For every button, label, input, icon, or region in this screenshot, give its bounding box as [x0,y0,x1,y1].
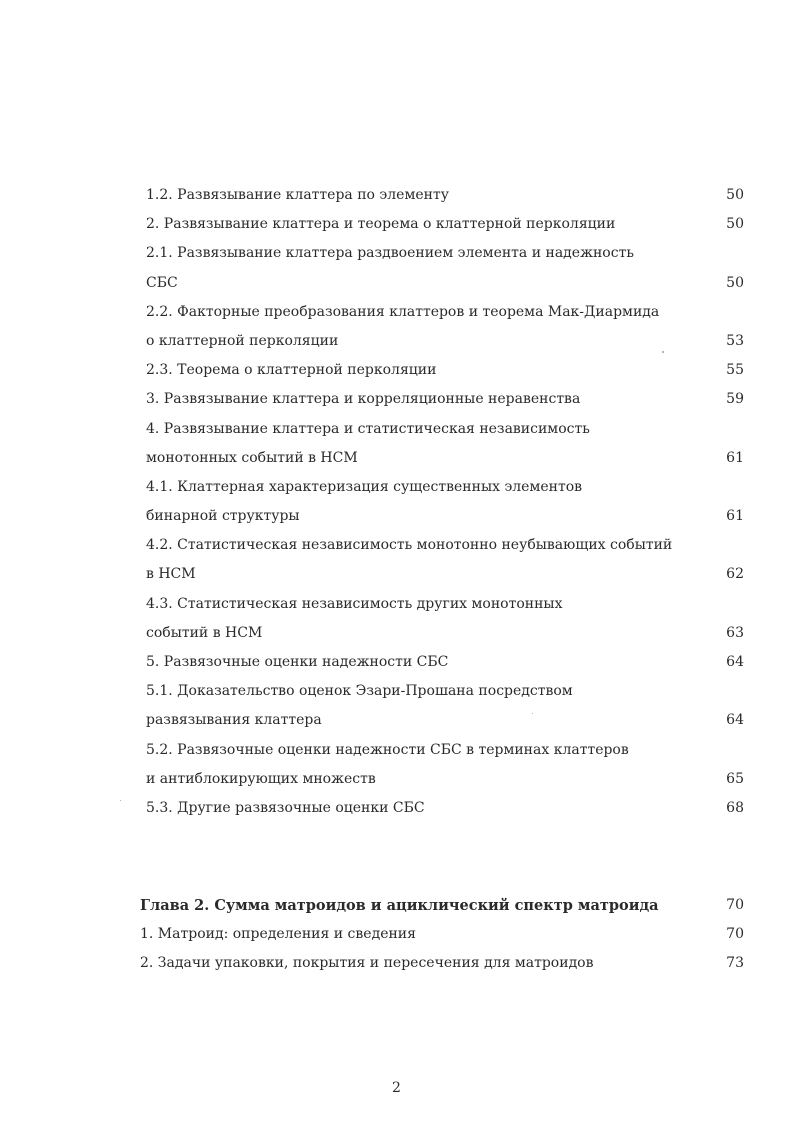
toc-entry [146,327,744,356]
toc-entry-text: 5.1. Доказательство оценок Эзари-Прошана посредством [146,683,573,700]
toc-entry-text: бинарной структуры [146,508,300,525]
toc-entry-page: 68 [726,799,744,816]
toc-entry-text: событий в НСМ [146,624,263,641]
toc-entry [146,444,744,473]
toc-entry-text: 2. Задачи упаковки, покрытия и пересечения для матроидов [140,955,594,972]
toc-entry-text: 5.2. Развязочные оценки надежности СБС в терминах клаттеров [146,741,629,758]
toc-entry-page: 63 [726,624,744,641]
toc-entry-page: 70 [726,926,744,943]
toc-entry [140,949,744,978]
toc-entry [140,920,744,949]
toc-entry [146,706,744,735]
page-number: 2 [392,1080,401,1096]
toc-entry-page: 55 [726,362,744,379]
toc-entry-page: 62 [726,566,744,583]
toc-entry [146,765,744,794]
toc-entry-text: монотонных событий в НСМ [146,449,358,466]
toc-entry-text: 4. Развязывание клаттера и статистическая независимость [146,420,590,437]
toc-entry-text: 4.1. Клаттерная характеризация существенных элементов [146,478,583,495]
toc-entry-page: 50 [726,216,744,233]
chapter-page: 70 [726,897,744,913]
toc-entry [146,298,744,327]
scan-speck [662,351,664,353]
scan-speck [120,800,121,801]
toc-entry-page: 73 [726,955,744,972]
toc-entry [146,356,744,385]
scan-speck [532,713,533,714]
toc-entry [146,181,744,210]
toc-entry-page: 50 [726,187,744,203]
toc-entry [146,590,744,619]
toc-entry-page: 50 [726,274,744,291]
toc-entry-text: 1. Матроид: определения и сведения [140,926,416,943]
toc-entry-page: 61 [726,449,744,466]
toc-entry-text: СБС [146,274,178,291]
toc-entry-text: 2.3. Теорема о клаттерной перколяции [146,362,437,379]
toc-entry [146,385,744,414]
toc-entry-page: 64 [726,654,744,670]
toc-entry [146,619,744,648]
toc-entry-page: 53 [726,332,744,349]
chapter-heading [140,891,744,920]
toc-entry [146,531,744,560]
toc-entry-text: в НСМ [146,566,196,583]
toc-entry-text: 2.1. Развязывание клаттера раздвоением элемента и надежность [146,245,634,262]
toc-entry [146,648,744,677]
toc-entry [146,560,744,589]
toc-entry-text: о клаттерной перколяции [146,332,339,349]
toc-entry-text: 5.3. Другие развязочные оценки СБС [146,799,425,816]
toc-entry-text: 1.2. Развязывание клаттера по элементу [146,187,449,203]
toc-entry [146,239,744,268]
toc-entry-text: и антиблокирующих множеств [146,770,376,787]
toc-entry-text: развязывания клаттера [146,712,322,729]
table-of-contents [146,181,744,823]
toc-entry-text: 2.2. Факторные преобразования клаттеров и теорема Мак-Диармида [146,303,660,320]
toc-entry [146,502,744,531]
toc-entry-page: 59 [726,391,744,408]
toc-entry-text: 4.3. Статистическая независимость других монотонных [146,595,563,612]
toc-entry-page: 61 [726,508,744,525]
toc-entry-page: 64 [726,712,744,729]
toc-entry [146,677,744,706]
chapter-title: Глава 2. Сумма матроидов и ациклический спектр матроида [140,897,659,914]
toc-entry [146,736,744,765]
toc-entry-text: 2. Развязывание клаттера и теорема о клаттерной перколяции [146,216,616,233]
toc-entry [146,794,744,823]
toc-entry [146,269,744,298]
toc-entry-text: 4.2. Статистическая независимость монотонно неубывающих событий [146,537,673,554]
chapter-toc [140,891,744,979]
toc-entry [146,210,744,239]
toc-entry-page: 65 [726,770,744,787]
toc-entry [146,415,744,444]
toc-entry [146,473,744,502]
toc-entry-text: 3. Развязывание клаттера и корреляционные неравенства [146,391,581,408]
toc-entry-text: 5. Развязочные оценки надежности СБС [146,654,449,670]
